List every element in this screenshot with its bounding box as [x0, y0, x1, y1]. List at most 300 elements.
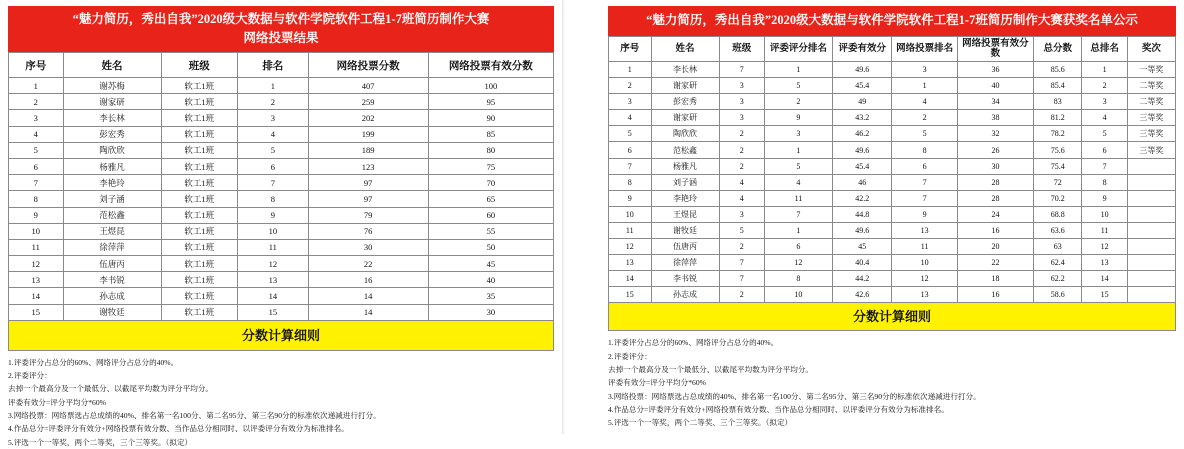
cell-vote-rank: 7 [892, 174, 957, 190]
cell-vote-score: 14 [308, 304, 428, 320]
cell-vote-rank: 7 [892, 190, 957, 206]
cell-award [1127, 190, 1175, 206]
cell-total-score: 70.2 [1034, 190, 1082, 206]
cell-total-rank: 9 [1082, 190, 1127, 206]
cell-total-rank: 1 [1082, 62, 1127, 78]
cell-class: 软工1班 [161, 158, 237, 174]
cell-vote-effective: 16 [957, 222, 1034, 238]
note-line: 2.评委评分： [608, 351, 652, 361]
cell-vote-effective: 75 [428, 158, 553, 174]
cell-vote-effective: 18 [957, 271, 1034, 287]
table-row [609, 62, 1176, 78]
table-row [609, 142, 1176, 158]
table-row [9, 304, 554, 320]
cell-class: 2 [719, 287, 764, 303]
cell-vote-score: 16 [308, 272, 428, 288]
cell-judge-effective: 44.2 [832, 271, 892, 287]
table-row [9, 272, 554, 288]
table-row [609, 190, 1176, 206]
cell-name: 刘子涵 [63, 191, 161, 207]
cell-index: 14 [609, 271, 652, 287]
cell-award: 三等奖 [1127, 142, 1175, 158]
cell-class: 软工1班 [161, 94, 237, 110]
table-row [9, 126, 554, 142]
column-header-total-score: 总分数 [1034, 37, 1082, 62]
cell-judge-effective: 40.4 [832, 255, 892, 271]
cell-class: 2 [719, 158, 764, 174]
cell-name: 彭宏秀 [651, 94, 719, 110]
column-header-name: 姓名 [63, 53, 161, 78]
cell-award [1127, 271, 1175, 287]
cell-total-score: 75.4 [1034, 158, 1082, 174]
cell-index: 10 [609, 206, 652, 222]
cell-class: 软工1班 [161, 110, 237, 126]
column-header-vote-effective: 网络投票有效分数 [957, 37, 1034, 62]
cell-rank: 15 [237, 304, 308, 320]
cell-vote-effective: 65 [428, 191, 553, 207]
cell-class: 软工1班 [161, 304, 237, 320]
cell-vote-effective: 95 [428, 94, 553, 110]
cell-vote-rank: 13 [892, 222, 957, 238]
note-line: 1.评委评分占总分的60%、网络评分占总分的40%。 [8, 357, 179, 367]
cell-class: 5 [719, 222, 764, 238]
cell-judge-rank: 10 [764, 287, 832, 303]
right-title-banner: “魅力简历，秀出自我”2020级大数据与软件学院软件工程1-7班简历制作大赛获奖名单公示 [608, 6, 1176, 36]
cell-vote-score: 259 [308, 94, 428, 110]
cell-judge-rank: 12 [764, 255, 832, 271]
cell-name: 谢牧廷 [63, 304, 161, 320]
right-document-panel [602, 0, 1184, 434]
cell-name: 谢牧廷 [651, 222, 719, 238]
cell-name: 范松鑫 [651, 142, 719, 158]
cell-award: 二等奖 [1127, 94, 1175, 110]
cell-class: 7 [719, 255, 764, 271]
table-row [9, 239, 554, 255]
cell-index: 6 [609, 142, 652, 158]
cell-class: 软工1班 [161, 126, 237, 142]
cell-vote-effective: 55 [428, 223, 553, 239]
cell-rank: 2 [237, 94, 308, 110]
cell-index: 5 [609, 126, 652, 142]
column-header-vote-rank: 网络投票排名 [892, 37, 957, 62]
cell-index: 1 [9, 78, 64, 94]
column-header-class: 班级 [161, 53, 237, 78]
cell-total-rank: 10 [1082, 206, 1127, 222]
cell-vote-effective: 45 [428, 256, 553, 272]
column-header-rank: 排名 [237, 53, 308, 78]
table-header-row [609, 37, 1176, 62]
cell-judge-effective: 46 [832, 174, 892, 190]
cell-name: 徐萍萍 [651, 255, 719, 271]
column-header-index: 序号 [609, 37, 652, 62]
cell-award [1127, 206, 1175, 222]
cell-class: 7 [719, 62, 764, 78]
note-line: 4.作品总分=评委评分有效分+网络投票有效分数、当作品总分相同时、以评委评分有效分为标准排名。 [608, 404, 949, 414]
table-row [609, 271, 1176, 287]
cell-award [1127, 222, 1175, 238]
cell-name: 王煜昆 [651, 206, 719, 222]
table-row [609, 287, 1176, 303]
cell-total-score: 58.6 [1034, 287, 1082, 303]
cell-index: 4 [609, 110, 652, 126]
left-title-line-2: 网络投票结果 [243, 30, 319, 45]
table-row [9, 175, 554, 191]
cell-index: 6 [9, 158, 64, 174]
network-vote-table [8, 52, 554, 321]
table-row [609, 110, 1176, 126]
page-shadow [562, 0, 565, 434]
cell-index: 2 [609, 78, 652, 94]
cell-vote-effective: 20 [957, 239, 1034, 255]
cell-index: 3 [9, 110, 64, 126]
award-list-table-body [609, 62, 1176, 303]
cell-judge-rank: 3 [764, 126, 832, 142]
right-rule-banner: 分数计算细则 [608, 303, 1176, 331]
cell-vote-score: 30 [308, 239, 428, 255]
table-row [609, 158, 1176, 174]
award-list-table [608, 36, 1176, 303]
cell-vote-effective: 35 [428, 288, 553, 304]
note-line: 5.评选一个一等奖，两个二等奖，三个三等奖。（拟定） [8, 437, 193, 447]
table-row [9, 223, 554, 239]
cell-judge-effective: 49.6 [832, 142, 892, 158]
cell-total-score: 75.6 [1034, 142, 1082, 158]
cell-vote-rank: 11 [892, 239, 957, 255]
cell-total-score: 85.6 [1034, 62, 1082, 78]
cell-vote-rank: 1 [892, 78, 957, 94]
note-line: 4.作品总分=评委评分有效分+网络投票有效分数、当作品总分相同时、以评委评分有效分为标准排名。 [8, 424, 349, 434]
cell-rank: 4 [237, 126, 308, 142]
cell-judge-effective: 49.6 [832, 222, 892, 238]
cell-award: 三等奖 [1127, 110, 1175, 126]
cell-total-rank: 4 [1082, 110, 1127, 126]
cell-award [1127, 255, 1175, 271]
cell-vote-effective: 32 [957, 126, 1034, 142]
cell-class: 2 [719, 126, 764, 142]
cell-total-rank: 2 [1082, 78, 1127, 94]
column-header-vote-score: 网络投票分数 [308, 53, 428, 78]
table-row [9, 94, 554, 110]
cell-judge-rank: 4 [764, 174, 832, 190]
cell-total-rank: 3 [1082, 94, 1127, 110]
column-header-name: 姓名 [651, 37, 719, 62]
cell-name: 谢家研 [651, 78, 719, 94]
note-line: 2.评委评分： [8, 371, 52, 381]
cell-vote-rank: 9 [892, 206, 957, 222]
cell-name: 孙志成 [63, 288, 161, 304]
cell-total-rank: 15 [1082, 287, 1127, 303]
table-row [609, 78, 1176, 94]
cell-index: 8 [609, 174, 652, 190]
cell-vote-effective: 26 [957, 142, 1034, 158]
cell-name: 伍唐丙 [63, 256, 161, 272]
cell-total-score: 81.2 [1034, 110, 1082, 126]
table-row [9, 142, 554, 158]
note-line: 去掉一个最高分及一个最低分、以截尾平均数为评分平均分。 [8, 384, 214, 394]
cell-class: 2 [719, 239, 764, 255]
cell-judge-effective: 44.8 [832, 206, 892, 222]
cell-vote-rank: 3 [892, 62, 957, 78]
cell-rank: 1 [237, 78, 308, 94]
cell-vote-effective: 24 [957, 206, 1034, 222]
panel-divider [562, 0, 602, 434]
table-row [9, 158, 554, 174]
table-row [609, 174, 1176, 190]
left-document-panel [0, 0, 562, 447]
cell-judge-rank: 9 [764, 110, 832, 126]
cell-total-rank: 7 [1082, 158, 1127, 174]
column-header-total-rank: 总排名 [1082, 37, 1127, 62]
cell-rank: 5 [237, 142, 308, 158]
table-row [609, 239, 1176, 255]
cell-vote-effective: 80 [428, 142, 553, 158]
column-header-award: 奖次 [1127, 37, 1175, 62]
cell-vote-score: 22 [308, 256, 428, 272]
cell-vote-effective: 90 [428, 110, 553, 126]
cell-vote-effective: 28 [957, 190, 1034, 206]
cell-award [1127, 174, 1175, 190]
cell-vote-score: 79 [308, 207, 428, 223]
cell-class: 软工1班 [161, 223, 237, 239]
cell-vote-rank: 2 [892, 110, 957, 126]
cell-vote-effective: 85 [428, 126, 553, 142]
cell-index: 14 [9, 288, 64, 304]
cell-name: 陶欣欣 [651, 126, 719, 142]
cell-name: 李长林 [63, 110, 161, 126]
cell-vote-score: 97 [308, 191, 428, 207]
cell-name: 李长林 [651, 62, 719, 78]
cell-rank: 8 [237, 191, 308, 207]
cell-total-score: 63 [1034, 239, 1082, 255]
cell-class: 软工1班 [161, 142, 237, 158]
cell-index: 2 [9, 94, 64, 110]
cell-vote-effective: 16 [957, 287, 1034, 303]
cell-index: 15 [9, 304, 64, 320]
note-line: 1.评委评分占总分的60%、网络评分占总分的40%。 [608, 338, 779, 348]
cell-vote-effective: 34 [957, 94, 1034, 110]
cell-index: 8 [9, 191, 64, 207]
cell-judge-rank: 1 [764, 142, 832, 158]
cell-award: 一等奖 [1127, 62, 1175, 78]
cell-total-score: 62.2 [1034, 271, 1082, 287]
column-header-judge-rank: 评委评分排名 [764, 37, 832, 62]
column-header-vote-effective-score: 网络投票有效分数 [428, 53, 553, 78]
cell-vote-effective: 40 [428, 272, 553, 288]
table-row [609, 222, 1176, 238]
cell-index: 11 [609, 222, 652, 238]
cell-name: 谢苏梅 [63, 78, 161, 94]
cell-rank: 14 [237, 288, 308, 304]
cell-vote-effective: 60 [428, 207, 553, 223]
cell-name: 谢家研 [651, 110, 719, 126]
cell-judge-rank: 8 [764, 271, 832, 287]
cell-award: 三等奖 [1127, 126, 1175, 142]
cell-total-score: 62.4 [1034, 255, 1082, 271]
column-header-index: 序号 [9, 53, 64, 78]
cell-total-score: 85.4 [1034, 78, 1082, 94]
cell-name: 李艳玲 [63, 175, 161, 191]
cell-vote-effective: 100 [428, 78, 553, 94]
cell-award [1127, 158, 1175, 174]
cell-class: 软工1班 [161, 207, 237, 223]
cell-index: 13 [609, 255, 652, 271]
cell-vote-score: 407 [308, 78, 428, 94]
cell-name: 李书锐 [651, 271, 719, 287]
cell-judge-effective: 43.2 [832, 110, 892, 126]
cell-index: 10 [9, 223, 64, 239]
cell-vote-rank: 8 [892, 142, 957, 158]
cell-vote-effective: 28 [957, 174, 1034, 190]
cell-total-rank: 8 [1082, 174, 1127, 190]
left-title-banner [8, 6, 554, 52]
cell-vote-rank: 4 [892, 94, 957, 110]
cell-index: 9 [609, 190, 652, 206]
cell-total-rank: 5 [1082, 126, 1127, 142]
cell-total-rank: 14 [1082, 271, 1127, 287]
cell-judge-effective: 49.6 [832, 62, 892, 78]
cell-name: 王煜昆 [63, 223, 161, 239]
cell-class: 3 [719, 206, 764, 222]
cell-judge-rank: 11 [764, 190, 832, 206]
note-line: 3.网络投票：网络票选占总成绩的40%、排名第一名100分、第二名95分、第三名90分的标准依次递减进行打分。 [608, 391, 981, 401]
cell-total-score: 78.2 [1034, 126, 1082, 142]
cell-index: 7 [609, 158, 652, 174]
cell-class: 软工1班 [161, 272, 237, 288]
cell-name: 范松鑫 [63, 207, 161, 223]
cell-total-rank: 12 [1082, 239, 1127, 255]
cell-index: 12 [9, 256, 64, 272]
cell-judge-rank: 1 [764, 62, 832, 78]
cell-rank: 13 [237, 272, 308, 288]
cell-class: 3 [719, 78, 764, 94]
cell-rank: 9 [237, 207, 308, 223]
table-row [609, 255, 1176, 271]
left-title-line-1: “魅力简历，秀出自我”2020级大数据与软件学院软件工程1-7班简历制作大赛 [72, 12, 490, 26]
cell-vote-rank: 10 [892, 255, 957, 271]
cell-judge-rank: 7 [764, 206, 832, 222]
cell-judge-effective: 45 [832, 239, 892, 255]
cell-vote-score: 199 [308, 126, 428, 142]
cell-judge-rank: 5 [764, 158, 832, 174]
cell-vote-effective: 30 [957, 158, 1034, 174]
cell-rank: 11 [237, 239, 308, 255]
table-row [9, 288, 554, 304]
cell-class: 3 [719, 94, 764, 110]
cell-class: 软工1班 [161, 191, 237, 207]
cell-vote-rank: 13 [892, 287, 957, 303]
cell-total-rank: 13 [1082, 255, 1127, 271]
cell-name: 刘子涵 [651, 174, 719, 190]
cell-vote-score: 14 [308, 288, 428, 304]
cell-index: 13 [9, 272, 64, 288]
table-header-row [9, 53, 554, 78]
cell-vote-effective: 22 [957, 255, 1034, 271]
network-vote-table-body [9, 78, 554, 321]
table-row [9, 110, 554, 126]
cell-judge-effective: 45.4 [832, 158, 892, 174]
cell-name: 彭宏秀 [63, 126, 161, 142]
cell-total-rank: 11 [1082, 222, 1127, 238]
cell-class: 4 [719, 190, 764, 206]
cell-index: 5 [9, 142, 64, 158]
note-line: 评委有效分=评分平均分*60% [8, 397, 106, 407]
cell-index: 7 [9, 175, 64, 191]
cell-rank: 3 [237, 110, 308, 126]
cell-class: 3 [719, 110, 764, 126]
cell-index: 15 [609, 287, 652, 303]
cell-name: 杨雅凡 [63, 158, 161, 174]
cell-index: 4 [9, 126, 64, 142]
note-line: 3.网络投票：网络票选占总成绩的40%、排名第一名100分、第二名95分、第三名90分的标准依次递减进行打分。 [8, 411, 381, 420]
cell-award [1127, 287, 1175, 303]
cell-award: 二等奖 [1127, 78, 1175, 94]
cell-name: 孙志成 [651, 287, 719, 303]
cell-judge-rank: 5 [764, 78, 832, 94]
cell-judge-effective: 42.2 [832, 190, 892, 206]
cell-rank: 10 [237, 223, 308, 239]
table-row [9, 78, 554, 94]
note-line: 去掉一个最高分及一个最低分、以截尾平均数为评分平均分。 [608, 365, 814, 374]
cell-award [1127, 239, 1175, 255]
cell-judge-effective: 45.4 [832, 78, 892, 94]
cell-rank: 12 [237, 256, 308, 272]
cell-vote-rank: 6 [892, 158, 957, 174]
cell-class: 软工1班 [161, 78, 237, 94]
cell-total-score: 63.6 [1034, 222, 1082, 238]
cell-vote-score: 123 [308, 158, 428, 174]
table-row [9, 256, 554, 272]
cell-class: 7 [719, 271, 764, 287]
cell-vote-effective: 36 [957, 62, 1034, 78]
cell-vote-effective: 70 [428, 175, 553, 191]
table-row [609, 206, 1176, 222]
cell-vote-score: 202 [308, 110, 428, 126]
cell-class: 4 [719, 174, 764, 190]
cell-class: 软工1班 [161, 256, 237, 272]
cell-index: 11 [9, 239, 64, 255]
table-row [9, 191, 554, 207]
cell-rank: 7 [237, 175, 308, 191]
cell-index: 1 [609, 62, 652, 78]
cell-name: 杨雅凡 [651, 158, 719, 174]
cell-total-rank: 6 [1082, 142, 1127, 158]
note-line: 评委有效分=评分平均分*60% [608, 378, 706, 388]
cell-name: 徐萍萍 [63, 239, 161, 255]
cell-vote-score: 76 [308, 223, 428, 239]
left-rule-banner: 分数计算细则 [8, 321, 554, 351]
cell-judge-effective: 42.6 [832, 287, 892, 303]
column-header-judge-effective: 评委有效分 [832, 37, 892, 62]
note-line: 5.评选一个一等奖，两个二等奖、三个三等奖。（拟定） [608, 418, 793, 428]
cell-vote-effective: 50 [428, 239, 553, 255]
cell-vote-effective: 30 [428, 304, 553, 320]
cell-judge-rank: 2 [764, 94, 832, 110]
cell-vote-score: 97 [308, 175, 428, 191]
cell-index: 3 [609, 94, 652, 110]
cell-judge-effective: 49 [832, 94, 892, 110]
cell-class: 软工1班 [161, 288, 237, 304]
cell-vote-rank: 12 [892, 271, 957, 287]
cell-vote-rank: 5 [892, 126, 957, 142]
cell-class: 软工1班 [161, 175, 237, 191]
cell-index: 12 [609, 239, 652, 255]
cell-name: 陶欣欣 [63, 142, 161, 158]
cell-name: 李书锐 [63, 272, 161, 288]
cell-vote-effective: 40 [957, 78, 1034, 94]
cell-name: 伍唐丙 [651, 239, 719, 255]
cell-class: 软工1班 [161, 239, 237, 255]
table-row [609, 126, 1176, 142]
